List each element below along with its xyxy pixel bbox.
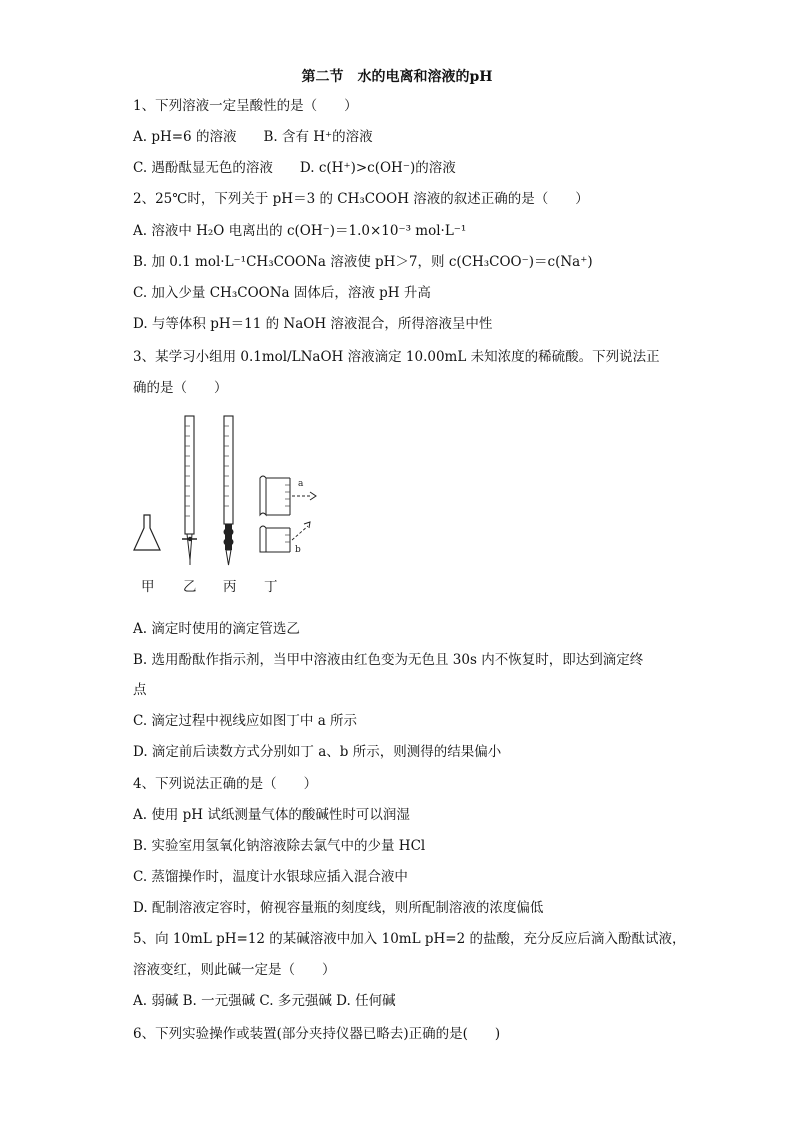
- acid-burette-icon: [182, 416, 197, 565]
- question-3-stem: 3、某学习小组用 0.1mol/LNaOH 溶液滴定 10.00mL 未知浓度的稀硫酸。下列说法正: [133, 349, 660, 365]
- conical-flask-icon: [134, 515, 160, 550]
- question-5-options: A. 弱碱 B. 一元强碱 C. 多元强碱 D. 任何碱: [133, 993, 396, 1009]
- question-2-option-b: B. 加 0.1 mol·L⁻¹CH₃COONa 溶液使 pH＞7，则 c(CH₃COO⁻)＝c(Na⁺): [133, 254, 593, 270]
- question-1-options-ab: A. pH=6 的溶液 B. 含有 H⁺的溶液: [133, 129, 373, 145]
- question-5-stem-cont: 溶液变红，则此碱一定是（ ）: [133, 962, 336, 978]
- mark-b: b: [295, 545, 301, 555]
- question-3-option-d: D. 滴定前后读数方式分别如丁 a、b 所示，则测得的结果偏小: [133, 744, 502, 760]
- figure-label-bing: 丙: [223, 579, 237, 595]
- reading-diagram-icon: [260, 476, 316, 552]
- question-4-stem: 4、下列说法正确的是（ ）: [133, 776, 318, 792]
- question-5-stem: 5、向 10mL pH=12 的某碱溶液中加入 10mL pH=2 的盐酸，充分反应后滴入酚酞试液，: [133, 931, 686, 947]
- base-burette-icon: [224, 416, 234, 565]
- question-1-options-cd: C. 遇酚酞显无色的溶液 D. c(H⁺)>c(OH⁻)的溶液: [133, 160, 456, 176]
- question-3-option-a: A. 滴定时使用的滴定管选乙: [133, 621, 300, 637]
- question-3-option-c: C. 滴定过程中视线应如图丁中 a 所示: [133, 713, 358, 729]
- question-3-option-b-cont: 点: [133, 682, 147, 698]
- question-2-option-c: C. 加入少量 CH₃COONa 固体后，溶液 pH 升高: [133, 285, 431, 301]
- question-4-option-d: D. 配制溶液定容时，俯视容量瓶的刻度线，则所配制溶液的浓度偏低: [133, 900, 544, 916]
- question-4-option-a: A. 使用 pH 试纸测量气体的酸碱性时可以润湿: [133, 807, 410, 823]
- figure-label-jia: 甲: [141, 579, 155, 595]
- question-6-stem: 6、下列实验操作或装置(部分夹持仪器已略去)正确的是( ): [133, 1026, 501, 1042]
- figure-label-yi: 乙: [183, 579, 197, 595]
- question-2-option-d: D. 与等体积 pH＝11 的 NaOH 溶液混合，所得溶液呈中性: [133, 316, 493, 332]
- question-2-stem: 2、25℃时，下列关于 pH＝3 的 CH₃COOH 溶液的叙述正确的是（ ）: [133, 191, 589, 207]
- question-1-stem: 1、下列溶液一定呈酸性的是（ ）: [133, 98, 358, 114]
- question-4-option-c: C. 蒸馏操作时，温度计水银球应插入混合液中: [133, 869, 408, 885]
- titration-figure: [120, 410, 340, 600]
- mark-a: a: [298, 479, 304, 489]
- question-2-option-a: A. 溶液中 H₂O 电离出的 c(OH⁻)＝1.0×10⁻³ mol·L⁻¹: [133, 223, 467, 239]
- page-title: 第二节 水的电离和溶液的pH: [301, 69, 493, 85]
- figure-label-ding: 丁: [264, 579, 278, 595]
- question-3-stem-cont: 确的是（ ）: [133, 380, 228, 396]
- question-3-option-b: B. 选用酚酞作指示剂，当甲中溶液由红色变为无色且 30s 内不恢复时，即达到滴定终: [133, 652, 644, 668]
- question-4-option-b: B. 实验室用氢氧化钠溶液除去氯气中的少量 HCl: [133, 838, 426, 854]
